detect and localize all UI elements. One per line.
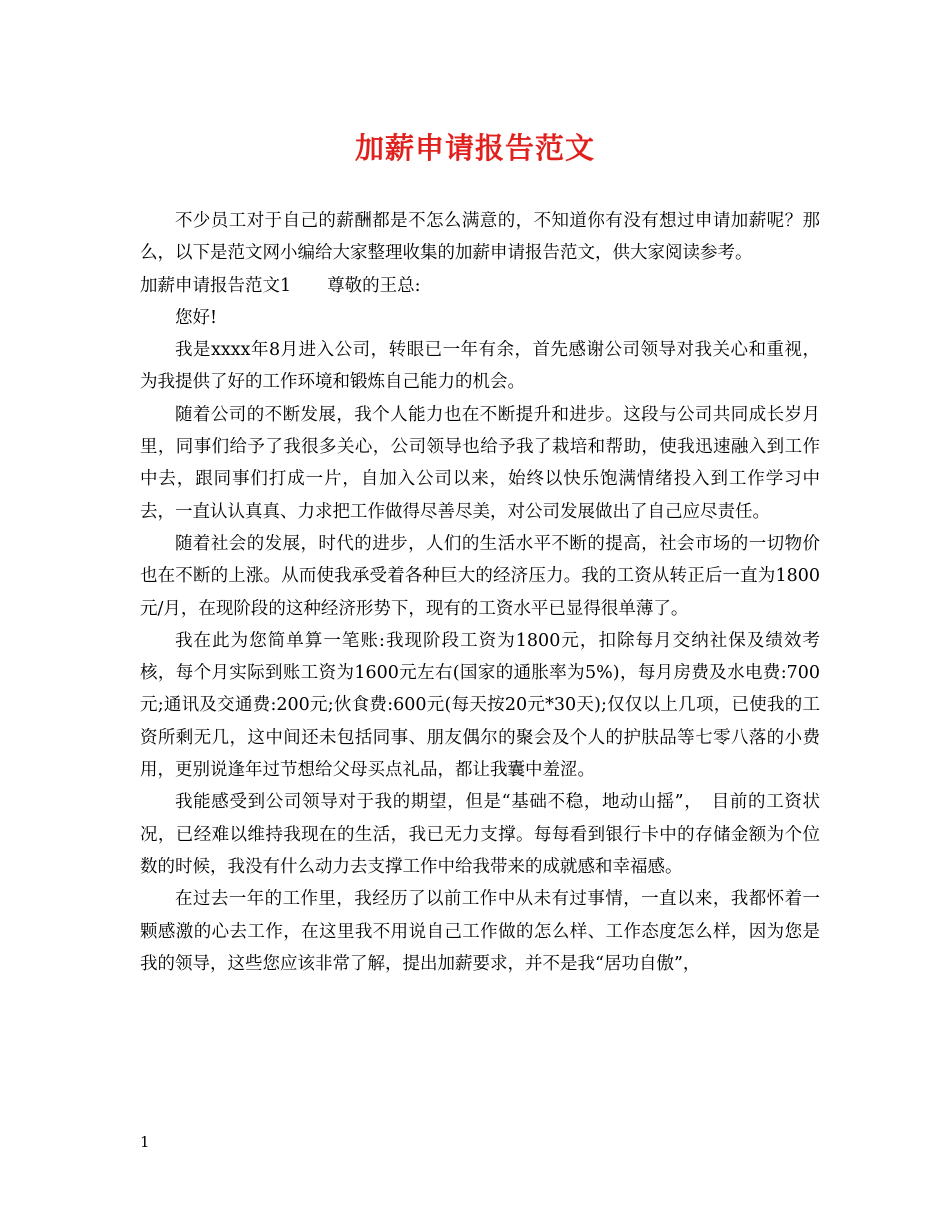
intro-paragraph <box>140 205 820 270</box>
intro-line-1: 不少员工对于自己的薪酬都是不怎么满意的，不知道你有没有想过申请加薪呢？ <box>175 211 803 231</box>
page-number: 1 <box>140 1133 150 1151</box>
body-paragraph-6: 在过去一年的工作里，我经历了以前工作中从未有过事情，一直以来，我都怀着一颗感激的心去工作，在这里我不用说自己工作做的怎么样、工作态度怎么样，因为您是我的领导，这些您应该非常了解，提出加薪要求，并不是我“居功自傲”， <box>140 889 820 974</box>
body-paragraph-1: 我是xxxx年8月进入公司，转眼已一年有余，首先感谢公司领导对我关心和重视，为我提供了好的工作环境和锻炼自己能力的机会。 <box>140 340 820 393</box>
salutation: 尊敬的王总: <box>327 275 421 296</box>
document-body <box>140 205 820 980</box>
salutation-line <box>140 270 820 302</box>
body-paragraph-4: 我在此为您简单算一笔账:我现阶段工资为1800元，扣除每月交纳社保及绩效考核，每个月实际到账工资为1600元左右(国家的通胀率为5%)，每月房费及水电费:700元;通讯及交通费:200元;伙食费:600元(每天按20元*30天);仅仅以上几项，已使我的工资所剩无几，这中间还未包括同事、朋友偶尔的聚会及个人的护肤品等七零八落的小费用，更别说逢年过节想给父母买点礼品，都让我囊中羞涩。 <box>140 630 820 781</box>
greeting: 您好! <box>175 307 218 328</box>
sample-heading: 加薪申请报告范文1 <box>140 275 292 296</box>
intro-line-2: 那么，以下是范文网小编给大家整理收集的加薪申请报告范文，供大家阅读参考。 <box>140 211 820 264</box>
document-title: 加薪申请报告范文 <box>354 131 595 165</box>
body-paragraph-5: 我能感受到公司领导对于我的期望，但是“基础不稳，地动山摇”， 目前的工资状况，已经难以维持我现在的生活，我已无力支撑。每每看到银行卡中的存储金额为个位数的时候，我没有什么动力去支撑工作中给我带来的成就感和幸福感。 <box>140 792 820 877</box>
body-paragraph-2: 随着公司的不断发展，我个人能力也在不断提升和进步。这段与公司共同成长岁月里，同事们给予了我很多关心，公司领导也给予我了栽培和帮助，使我迅速融入到工作中去，跟同事们打成一片，自加入公司以来，始终以快乐饱满情绪投入到工作学习中去，一直认认真真、力求把工作做得尽善尽美，对公司发展做出了自己应尽责任。 <box>140 404 820 522</box>
body-paragraph-3: 随着社会的发展，时代的进步，人们的生活水平不断的提高，社会市场的一切物价也在不断的上涨。从而使我承受着各种巨大的经济压力。我的工资从转正后一直为1800元/月，在现阶段的这种经济形势下，现有的工资水平已显得很单薄了。 <box>140 533 820 619</box>
